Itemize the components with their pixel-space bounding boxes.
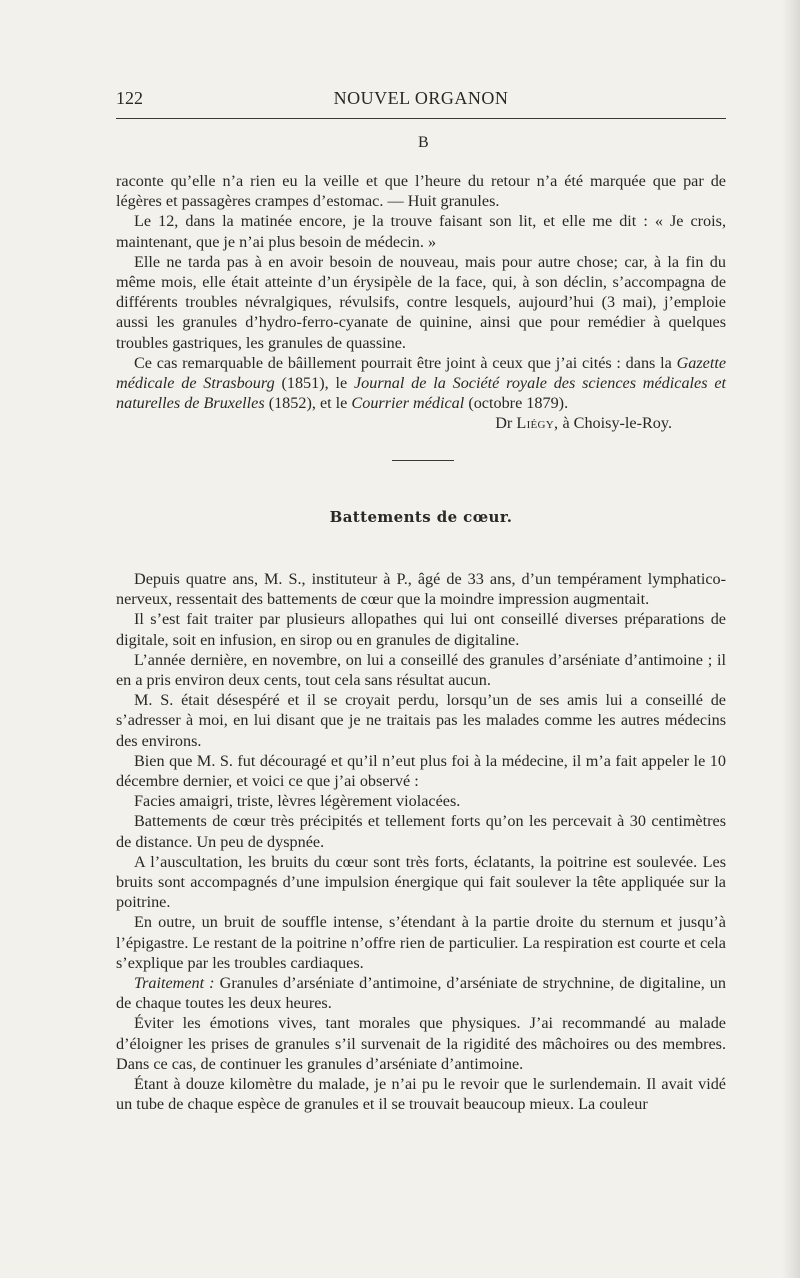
section-heading: Battements de cœur. [329, 508, 513, 526]
header-rule [116, 118, 726, 119]
running-title: NOUVEL ORGANON [333, 88, 509, 108]
paragraph: Éviter les émotions vives, tant morales que physiques. J’ai recommandé au malade d’éloigner les prises de granules s’il survenait de la rigidité des mâchoires ou des membres. Dans ce cas, de continuer les granules d’arséniate d’antimoine. [116, 1014, 726, 1073]
paragraph: M. S. était désespéré et il se croyait perdu, lorsqu’un de ses amis lui a conseillé de s’adresser à moi, en lui disant que je ne traitais pas les malades comme les autres médecins des environs. [116, 691, 726, 750]
journal-title: Courrier médical [351, 394, 465, 413]
journal-title: Gazette médicale de Strasbourg [116, 353, 727, 393]
paragraph: Depuis quatre ans, M. S., instituteur à P., âgé de 33 ans, d’un tempérament lymphatico-nerveux, ressentait des battements de cœur que la moindre impression augmentait. [116, 570, 726, 609]
author-name: Liégy, [516, 414, 559, 433]
body-text-continued [116, 171, 726, 434]
paragraph: Battements de cœur très précipités et tellement forts qu’on les percevait à 30 centimètres de distance. Un peu de dyspnée. [116, 812, 726, 851]
body-text-section [116, 569, 726, 1114]
author-title: Dr [495, 414, 513, 433]
paragraph: Il s’est fait traiter par plusieurs allopathes qui lui ont conseillé diverses préparations de digitale, soit en infusion, en sirop ou en granules de digitaline. [116, 610, 726, 649]
paragraph-treatment [116, 973, 726, 1013]
page-header [116, 88, 726, 112]
paragraph: Bien que M. S. fut découragé et qu’il n’eut plus foi à la médecine, il m’a fait appeler le 10 décembre dernier, et voici ce que j’ai observé : [116, 751, 726, 791]
paragraph: Étant à douze kilomètre du malade, je n’ai pu le revoir que le surlendemain. Il avait vidé un tube de chaque espèce de granules et il se trouvait beaucoup mieux. La couleur [116, 1075, 726, 1114]
treatment-label: Traitement : [134, 974, 215, 993]
paragraph: raconte qu’elle n’a rien eu la veille et que l’heure du retour n’a été marquée que par de légères et passagères crampes d’estomac. — Huit granules. [116, 172, 726, 211]
text-run: (1852), et le [268, 394, 348, 413]
paragraph: Le 12, dans la matinée encore, je la trouve faisant son lit, et elle me dit : « Je crois, maintenant, que je n’ai plus besoin de médecin. » [116, 212, 726, 251]
paragraph: Facies amaigri, triste, lèvres légèrement violacées. [134, 792, 461, 811]
page-edge-shadow [782, 0, 800, 1278]
paragraph: En outre, un bruit de souffle intense, s’étendant à la partie droite du sternum et jusqu’à l’épigastre. Le restant de la poitrine n’offre rien de particulier. La respiration est courte et cela s’explique par les troubles cardiaques. [116, 913, 726, 972]
paragraph: A l’auscultation, les bruits du cœur sont très forts, éclatants, la poitrine est soulevée. Les bruits sont accompagnés d’une impulsion énergique qui fait soulever la tête appliquée sur la poitrine. [116, 852, 726, 912]
author-signature [116, 413, 726, 433]
author-place: à Choisy-le-Roy. [562, 414, 672, 433]
journal-title: Journal de la Société royale des sciences médicales et naturelles de Bruxelles [116, 374, 727, 413]
signature-mark: B [418, 134, 429, 151]
paragraph: Elle ne tarda pas à en avoir besoin de nouveau, mais pour autre chose; car, à la fin du même mois, elle était atteinte d’un érysipèle de la face, qui, à son déclin, s’accompagna de différents troubles névralgiques, révulsifs, contre lesquels, aujourd’hui (3 mai), j’emploie aussi les granules d’hydro-ferro-cyanate de quinine, ainsi que pour remédier à quelques troubles gastriques, les granules de quassine. [116, 252, 726, 352]
paragraph: L’année dernière, en novembre, on lui a conseillé des granules d’arséniate d’antimoine ; il en a pris environ deux cents, tout cela sans résultat aucun. [116, 650, 726, 690]
treatment-text: Granules d’arséniate d’antimoine, d’arséniate de strychnine, de digitaline, un de chaque toutes les deux heures. [116, 974, 726, 1013]
text-run: (1851), le [281, 374, 348, 393]
text-run: (octobre 1879). [468, 394, 569, 413]
page-number: 122 [116, 88, 143, 108]
text-run: Ce cas remarquable de bâillement pourrait être joint à ceux que j’ai cités : dans la [134, 353, 672, 372]
section-separator [392, 460, 454, 461]
paragraph-references [116, 353, 726, 414]
